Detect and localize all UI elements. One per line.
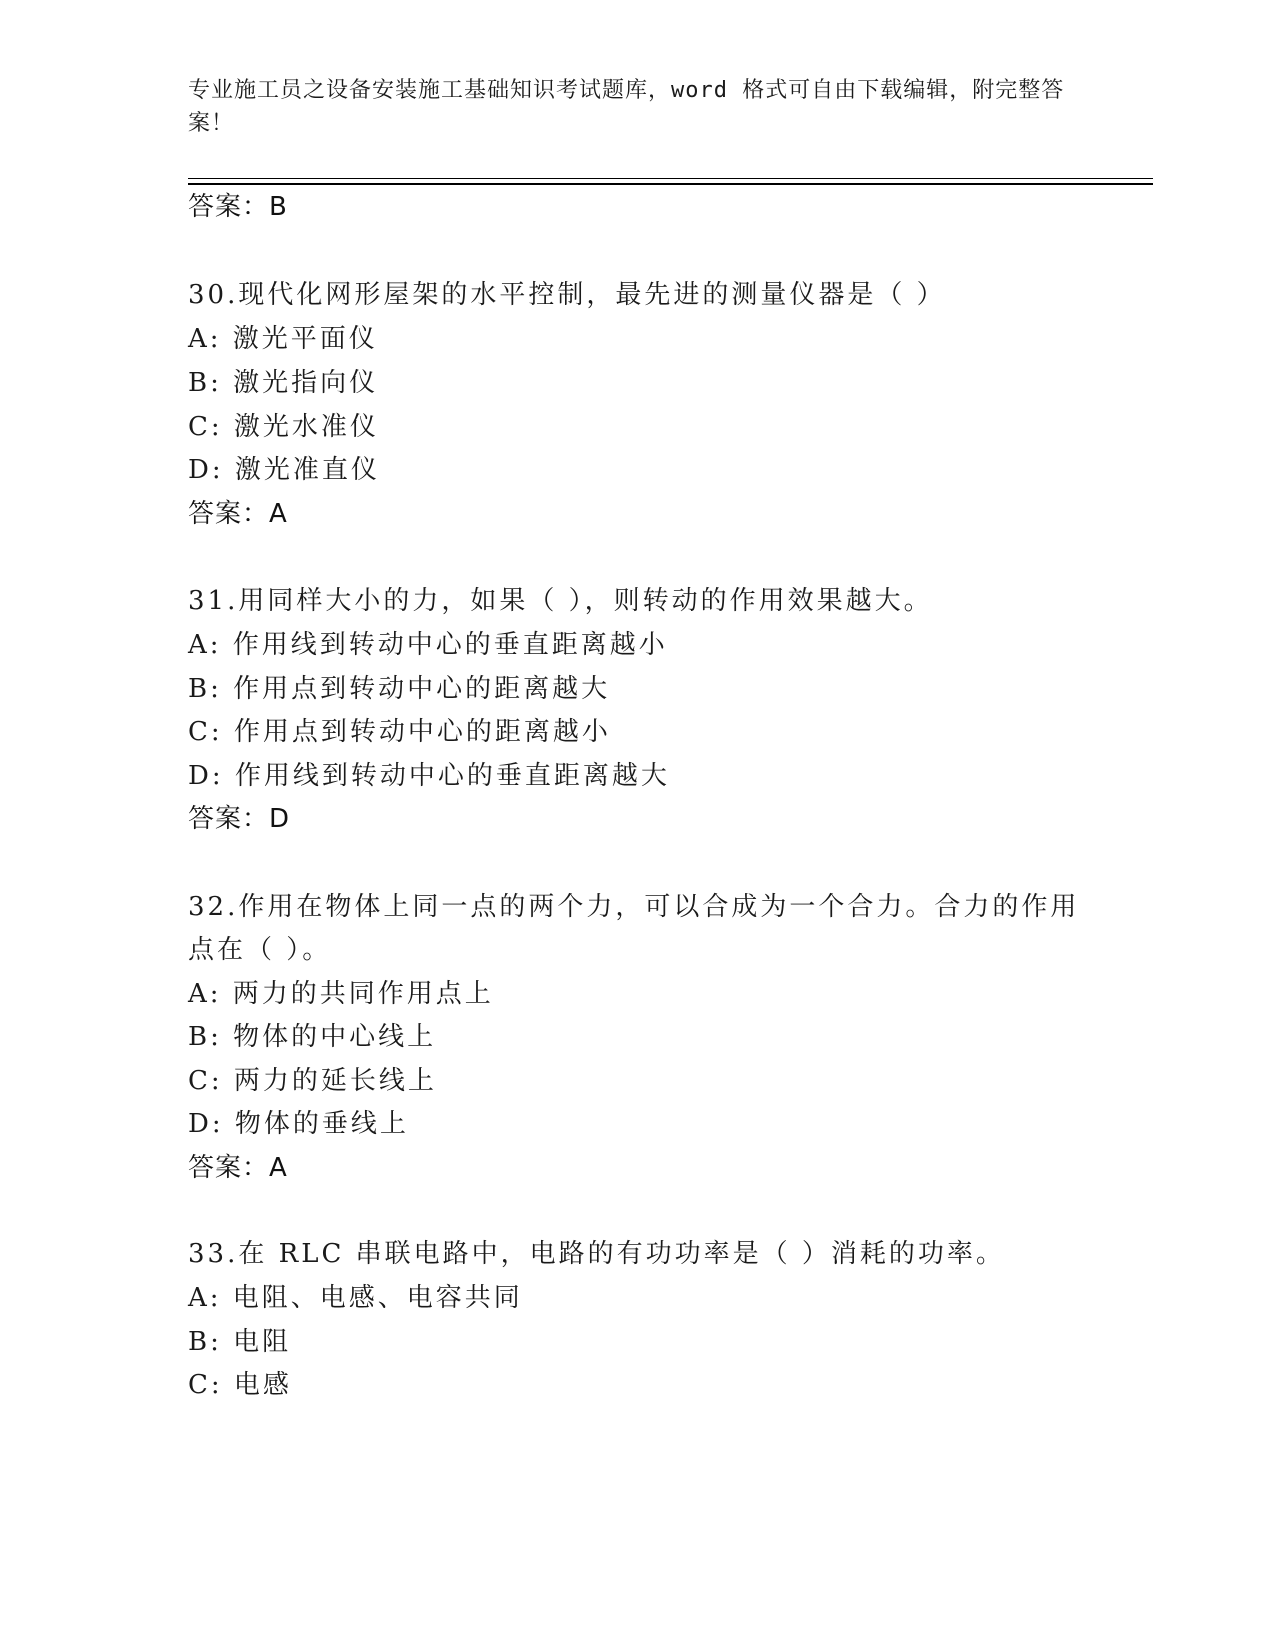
answer-line: 答案：B xyxy=(188,192,288,222)
question-31-option-d: D: 作用线到转动中心的垂直距离越大 xyxy=(188,761,670,791)
question-33-stem: 33.在 RLC 串联电路中，电路的有功功率是（ ）消耗的功率。 xyxy=(188,1239,1005,1269)
question-31-answer: 答案：D xyxy=(188,804,291,834)
question-30-stem: 30.现代化网形屋架的水平控制，最先进的测量仪器是（ ） xyxy=(188,280,946,310)
question-31-option-c: C: 作用点到转动中心的距离越小 xyxy=(188,717,611,747)
question-32-stem-line-1: 32.作用在物体上同一点的两个力，可以合成为一个合力。合力的作用 xyxy=(188,892,1080,922)
header-divider-thick xyxy=(188,183,1153,185)
document-header xyxy=(188,74,1068,140)
question-32-option-b: B: 物体的中心线上 xyxy=(188,1022,437,1052)
question-30-option-b: B: 激光指向仪 xyxy=(188,368,379,398)
question-32-option-c: C: 两力的延长线上 xyxy=(188,1066,437,1096)
question-30-option-a: A: 激光平面仪 xyxy=(188,324,378,354)
question-32-option-d: D: 物体的垂线上 xyxy=(188,1109,409,1139)
question-31-stem: 31.用同样大小的力，如果（ ），则转动的作用效果越大。 xyxy=(188,586,933,616)
question-30-answer: 答案：A xyxy=(188,499,288,529)
question-32-answer: 答案：A xyxy=(188,1153,288,1183)
header-text: 专业施工员之设备安装施工基础知识考试题库，word 格式可自由下载编辑，附完整答案！ xyxy=(188,78,1065,136)
question-32-option-a: A: 两力的共同作用点上 xyxy=(188,979,494,1009)
question-30-option-c: C: 激光水准仪 xyxy=(188,412,379,442)
header-divider-thin xyxy=(188,178,1153,179)
question-30-option-d: D: 激光准直仪 xyxy=(188,455,380,485)
question-32-stem-line-2: 点在（ ）。 xyxy=(188,935,332,965)
question-31-option-a: A: 作用线到转动中心的垂直距离越小 xyxy=(188,630,668,660)
question-33-option-a: A: 电阻、电感、电容共同 xyxy=(188,1283,523,1313)
question-33-option-b: B: 电阻 xyxy=(188,1327,292,1357)
question-33-option-c: C: 电感 xyxy=(188,1370,292,1400)
question-31-option-b: B: 作用点到转动中心的距离越大 xyxy=(188,674,611,704)
